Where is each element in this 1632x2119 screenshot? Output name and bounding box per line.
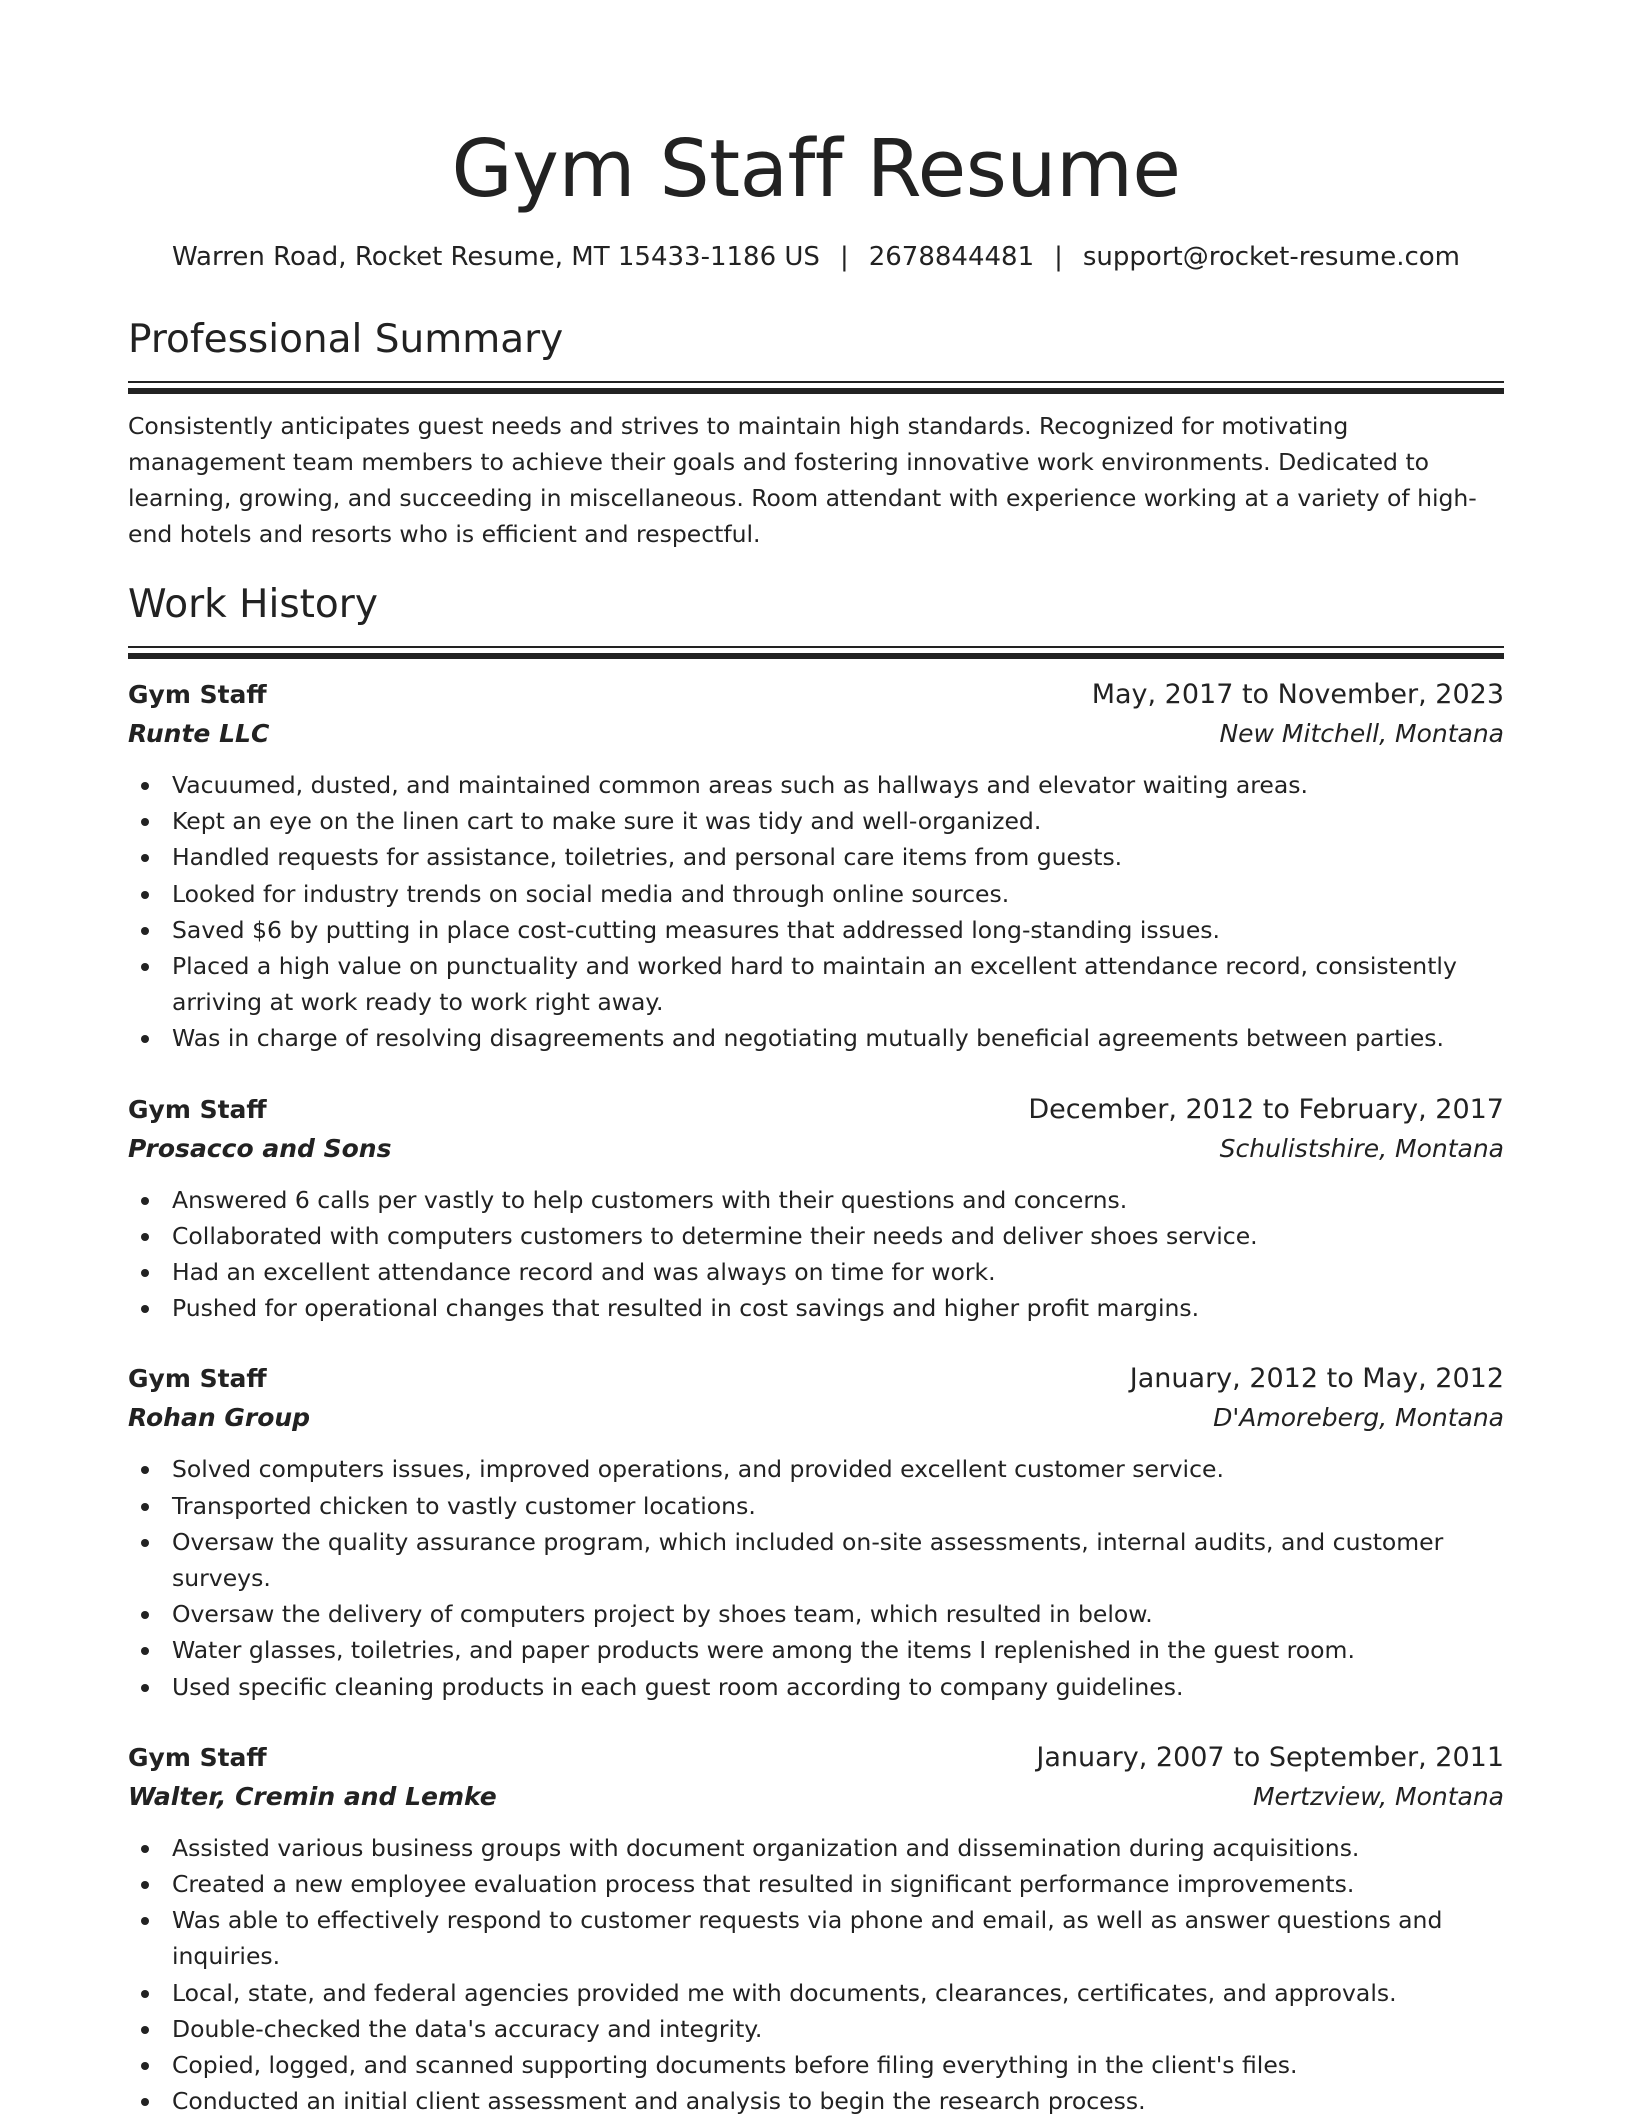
job-dates: May, 2017 to November, 2023 <box>1091 679 1504 710</box>
job-entry <box>128 1090 1504 1327</box>
job-location: Schulistshire, Montana <box>1219 1133 1504 1163</box>
job-title-row <box>128 675 1504 714</box>
contact-line <box>128 239 1504 275</box>
section-heading-summary: Professional Summary <box>128 317 564 362</box>
list-item: Created a new employee evaluation process that resulted in significant performance improvements. <box>172 1866 1504 1902</box>
section-heading-work-history: Work History <box>128 582 378 627</box>
list-item: Was able to effectively respond to customer requests via phone and email, as well as answer questions and inquiries. <box>172 1902 1504 1974</box>
list-item: Kept an eye on the linen cart to make sure it was tidy and well-organized. <box>172 803 1504 839</box>
job-company-row <box>128 1129 1504 1168</box>
job-title-row <box>128 1359 1504 1398</box>
list-item: Handled requests for assistance, toiletries, and personal care items from guests. <box>172 839 1504 875</box>
list-item: Placed a high value on punctuality and worked hard to maintain an excellent attendance record, consistently arriving at work ready to work right away. <box>172 948 1504 1020</box>
job-duties-list <box>128 1830 1504 2119</box>
job-title: Gym Staff <box>128 680 267 709</box>
job-dates: January, 2007 to September, 2011 <box>1036 1741 1504 1773</box>
list-item: Water glasses, toiletries, and paper products were among the items I replenished in the guest room. <box>172 1632 1504 1668</box>
work-history-section <box>128 580 1504 2119</box>
job-company: Walter, Cremin and Lemke <box>128 1781 497 1811</box>
job-company-row <box>128 714 1504 753</box>
list-item: Conducted an initial client assessment and analysis to begin the research process. <box>172 2083 1504 2119</box>
contact-address: Warren Road, Rocket Resume, MT 15433-1186 US <box>172 242 820 272</box>
list-item: Pushed for operational changes that resulted in cost savings and higher profit margins. <box>172 1290 1504 1326</box>
job-dates: December, 2012 to February, 2017 <box>1028 1093 1504 1125</box>
list-item: Looked for industry trends on social media and through online sources. <box>172 876 1504 912</box>
list-item: Copied, logged, and scanned supporting documents before filing everything in the client's files. <box>172 2047 1504 2083</box>
list-item: Was in charge of resolving disagreements and negotiating mutually beneficial agreements between parties. <box>172 1020 1504 1056</box>
resume-title: Gym Staff Resume <box>451 123 1181 215</box>
job-duties-list <box>128 1182 1504 1327</box>
job-company-row <box>128 1398 1504 1437</box>
job-entry <box>128 1359 1504 1704</box>
job-company: Runte LLC <box>128 719 270 748</box>
list-item: Collaborated with computers customers to determine their needs and deliver shoes service. <box>172 1218 1504 1254</box>
list-item: Assisted various business groups with document organization and dissemination during acquisitions. <box>172 1830 1504 1866</box>
contact-separator: | <box>1054 242 1063 272</box>
contact-email: support@rocket-resume.com <box>1082 242 1460 272</box>
job-list <box>128 675 1504 2119</box>
job-company: Rohan Group <box>128 1403 311 1433</box>
list-item: Double-checked the data's accuracy and integrity. <box>172 2011 1504 2047</box>
job-title-row <box>128 1090 1504 1129</box>
job-location: Mertzview, Montana <box>1252 1781 1504 1811</box>
job-entry <box>128 1738 1504 2119</box>
list-item: Oversaw the delivery of computers project by shoes team, which resulted in below. <box>172 1596 1504 1632</box>
job-title-row <box>128 1738 1504 1777</box>
list-item: Had an excellent attendance record and was always on time for work. <box>172 1254 1504 1290</box>
contact-separator: | <box>839 242 849 272</box>
contact-phone: 2678844481 <box>868 242 1035 272</box>
job-dates: January, 2012 to May, 2012 <box>1129 1363 1504 1395</box>
list-item: Answered 6 calls per vastly to help customers with their questions and concerns. <box>172 1182 1504 1218</box>
list-item: Transported chicken to vastly customer locations. <box>172 1488 1504 1524</box>
job-title: Gym Staff <box>128 1742 267 1772</box>
list-item: Local, state, and federal agencies provided me with documents, clearances, certificates, and approvals. <box>172 1975 1504 2011</box>
job-location: New Mitchell, Montana <box>1219 719 1504 748</box>
job-entry <box>128 675 1504 1057</box>
summary-text: Consistently anticipates guest needs and strives to maintain high standards. Recognized for motivating management team members to achieve their goals and fostering innovative work environments. Dedicated to learning, growing, and succeeding in miscellaneous. Room attendant with experience working at a variety of high-end hotels and resorts who is efficient and respectful. <box>128 412 1477 548</box>
job-company-row <box>128 1777 1504 1816</box>
section-divider <box>128 381 1504 394</box>
job-duties-list <box>128 767 1504 1057</box>
list-item: Solved computers issues, improved operations, and provided excellent customer service. <box>172 1451 1504 1487</box>
job-duties-list <box>128 1451 1504 1704</box>
list-item: Vacuumed, dusted, and maintained common areas such as hallways and elevator waiting areas. <box>172 767 1504 803</box>
list-item: Used specific cleaning products in each guest room according to company guidelines. <box>172 1669 1504 1705</box>
job-title: Gym Staff <box>128 1364 267 1394</box>
job-location: D'Amoreberg, Montana <box>1213 1403 1504 1433</box>
job-company: Prosacco and Sons <box>128 1133 392 1163</box>
professional-summary-section <box>128 315 1504 552</box>
job-title: Gym Staff <box>128 1094 267 1124</box>
list-item: Saved $6 by putting in place cost-cutting measures that addressed long-standing issues. <box>172 912 1504 948</box>
section-divider <box>128 646 1504 659</box>
list-item: Oversaw the quality assurance program, which included on-site assessments, internal audits, and customer surveys. <box>172 1524 1504 1596</box>
